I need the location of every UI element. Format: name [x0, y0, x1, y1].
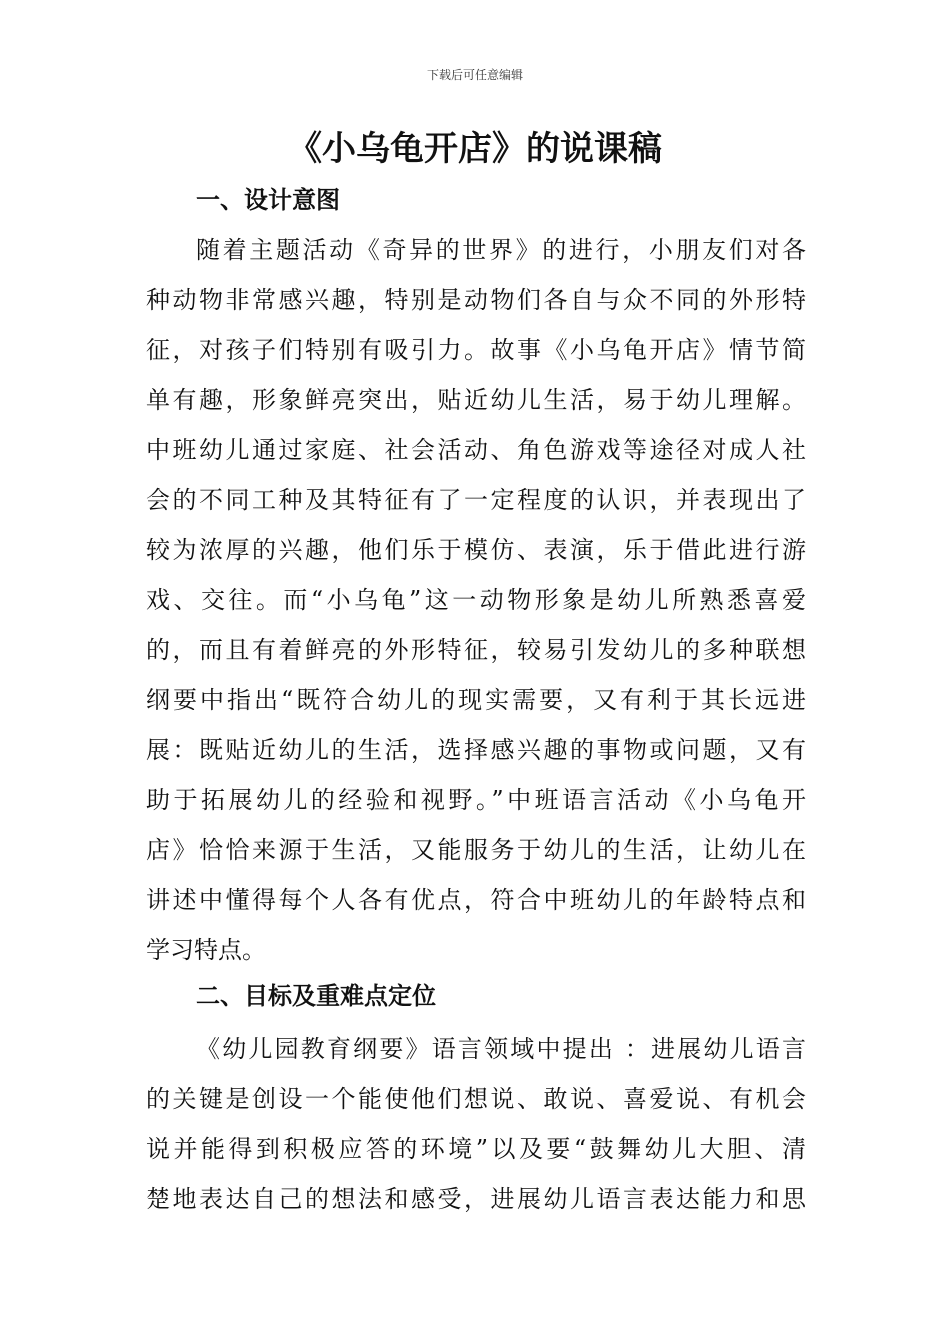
document-title: 《小乌龟开店》的说课稿: [288, 129, 662, 169]
paragraph-line: 中班幼儿通过家庭、社会活动、角色游戏等途径对成人社: [146, 436, 806, 464]
paragraph-line: 较为浓厚的兴趣，他们乐于模仿、表演，乐于借此进行游: [146, 536, 806, 564]
paragraph-line: 的关键是创设一个能使他们想说、敢说、喜爱说、有机会: [146, 1085, 806, 1113]
paragraph-line: 展：既贴近幼儿的生活，选择感兴趣的事物或问题，又有: [146, 736, 806, 764]
paragraph-line: 纲要中指出“既符合幼儿的现实需要，又有利于其长远进: [146, 686, 806, 714]
paragraph-line: 随着主题活动《奇异的世界》的进行，小朋友们对各: [196, 236, 806, 264]
paragraph-line: 征，对孩子们特别有吸引力。故事《小乌龟开店》情节简: [146, 336, 806, 364]
paragraph-line: 种动物非常感兴趣，特别是动物们各自与众不同的外形特: [146, 286, 806, 314]
paragraph-line: 助于拓展幼儿的经验和视野。”中班语言活动《小乌龟开: [146, 786, 806, 814]
paragraph-line: 戏、交往。而“小乌龟”这一动物形象是幼儿所熟悉喜爱: [146, 586, 806, 614]
paragraph-line: 的，而且有着鲜亮的外形特征，较易引发幼儿的多种联想: [146, 636, 806, 664]
section-heading-goals: 二、目标及重难点定位: [196, 981, 436, 1010]
paragraph-design-intent: [146, 225, 806, 975]
paragraph-line: 说并能得到积极应答的环境”以及要“鼓舞幼儿大胆、清: [146, 1135, 806, 1163]
paragraph-line: 会的不同工种及其特征有了一定程度的认识，并表现出了: [146, 486, 806, 514]
paragraph-line: 店》恰恰来源于生活，又能服务于幼儿的生活，让幼儿在: [146, 836, 806, 864]
paragraph-line: 单有趣，形象鲜亮突出，贴近幼儿生活，易于幼儿理解。: [146, 386, 806, 414]
paragraph-line: 楚地表达自己的想法和感受，进展幼儿语言表达能力和思: [146, 1185, 806, 1213]
paragraph-line: 讲述中懂得每个人各有优点，符合中班幼儿的年龄特点和: [146, 886, 806, 914]
page-header-note: 下载后可任意编辑: [426, 68, 523, 82]
paragraph-line: 《幼儿园教育纲要》语言领域中提出 ：进展幼儿语言: [196, 1035, 806, 1063]
section-heading-design-intent: 一、设计意图: [196, 185, 340, 214]
paragraph-line: 学习特点。: [146, 936, 266, 964]
paragraph-goals: [146, 1024, 806, 1224]
